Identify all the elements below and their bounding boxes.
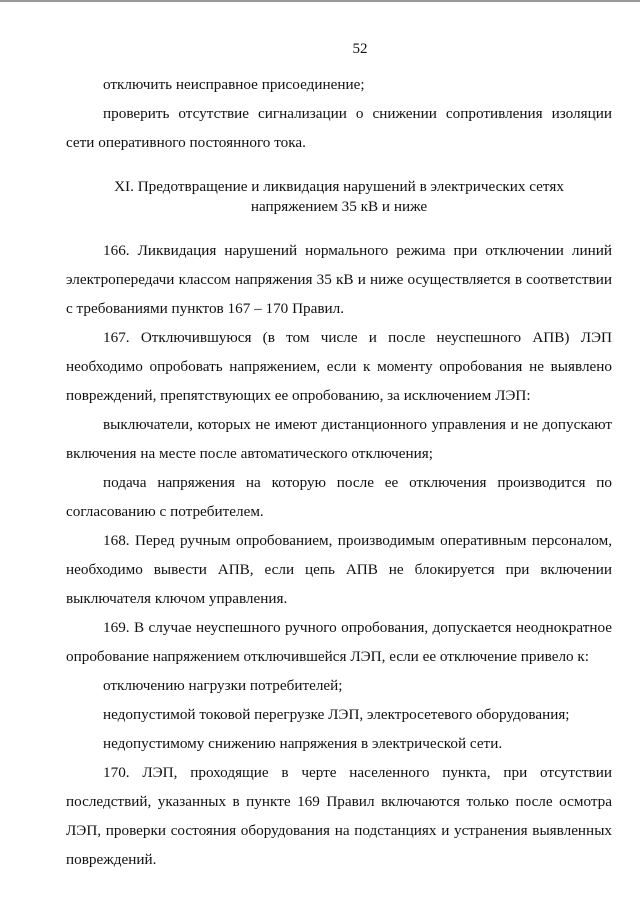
section-body [66, 236, 612, 874]
paragraph: проверить отсутствие сигнализации о снижении сопротивления изоляции сети оперативного постоянного тока. [66, 105, 612, 151]
list-item: выключатели, которых не имеют дистанционного управления и не допускают включения на месте после автоматического отключения; [66, 416, 612, 462]
list-item: отключению нагрузки потребителей; [103, 677, 343, 694]
paragraph-166: 166. Ликвидация нарушений нормального режима при отключении линий электропередачи классом напряжения 35 кВ и ниже осуществляется в соответствии с требованиями пунктов 167 – 170 Правил. [66, 242, 612, 317]
paragraph-168: 168. Перед ручным опробованием, производимым оперативным персоналом, необходимо вывести АПВ, если цепь АПВ не блокируется при включении выключателя ключом управления. [66, 532, 612, 607]
page-number: 52 [352, 41, 368, 57]
section-title-line-2: напряжением 35 кВ и ниже [250, 198, 428, 215]
intro-text-block [66, 70, 612, 157]
paragraph-170: 170. ЛЭП, проходящие в черте населенного пункта, при отсутствии последствий, указанных в пункте 169 Правил включаются только после осмотра ЛЭП, проверки состояния оборудования на подстанциях и устранения выявленных повреждений. [66, 764, 612, 868]
list-item: подача напряжения на которую после ее отключения производится по согласованию с потребителем. [66, 474, 612, 520]
paragraph: отключить неисправное присоединение; [103, 76, 365, 93]
section-heading [66, 177, 612, 217]
paragraph-169: 169. В случае неуспешного ручного опробования, допускается неоднократное опробование напряжением отключившейся ЛЭП, если ее отключение привело к: [66, 619, 612, 665]
list-item: недопустимой токовой перегрузке ЛЭП, электросетевого оборудования; [103, 706, 570, 723]
section-title-line-1: XI. Предотвращение и ликвидация нарушений в электрических сетях [114, 178, 564, 195]
paragraph-167: 167. Отключившуюся (в том числе и после неуспешного АПВ) ЛЭП необходимо опробовать напряжением, если к моменту опробования не выявлено повреждений, препятствующих ее опробованию, за исключением ЛЭП: [66, 329, 612, 404]
scan-top-edge [0, 0, 640, 2]
list-item: недопустимому снижению напряжения в электрической сети. [103, 735, 503, 752]
